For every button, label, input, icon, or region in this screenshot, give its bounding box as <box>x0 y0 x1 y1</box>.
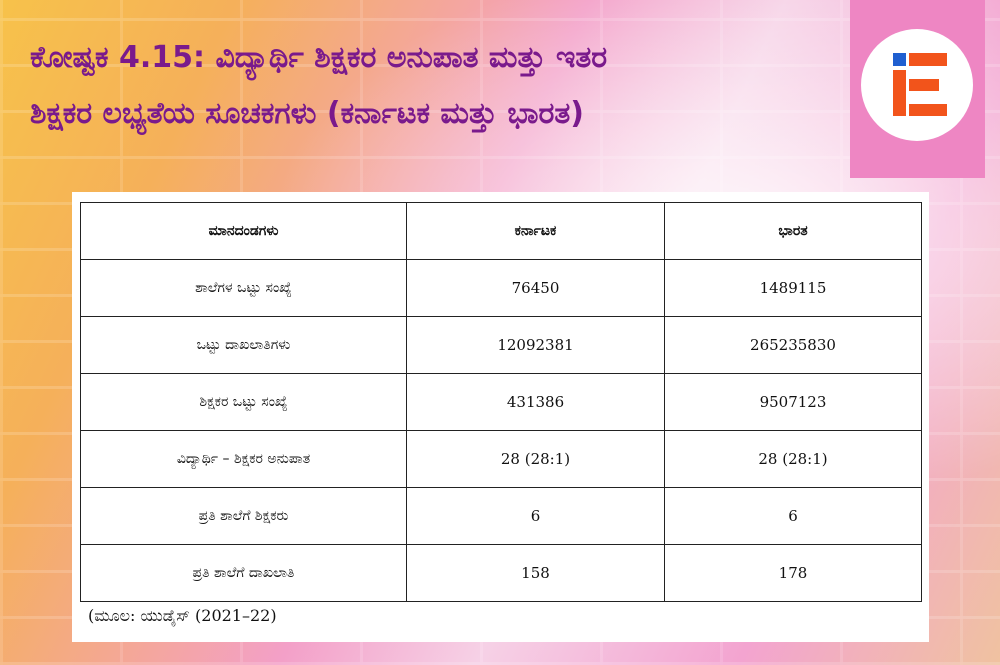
india-value: 178 <box>665 545 922 602</box>
logo-circle <box>861 29 973 141</box>
karnataka-value: 28 (28:1) <box>407 431 665 488</box>
table-row <box>81 431 922 488</box>
row-label: ವಿದ್ಯಾರ್ಥಿ – ಶಿಕ್ಷಕರ ಅನುಪಾತ <box>81 431 407 488</box>
india-value: 28 (28:1) <box>665 431 922 488</box>
karnataka-value: 12092381 <box>407 317 665 374</box>
source-note: (ಮೂಲ: ಯುಡೈಸ್ (2021–22) <box>88 606 277 625</box>
row-label: ಒಟ್ಟು ದಾಖಲಾತಿಗಳು <box>81 317 407 374</box>
header-india: ಭಾರತ <box>665 203 922 260</box>
row-label: ಶಿಕ್ಷಕರ ಒಟ್ಟು ಸಂಖ್ಯೆ <box>81 374 407 431</box>
table-row <box>81 488 922 545</box>
E-logo-icon <box>861 29 973 141</box>
row-label: ಪ್ರತಿ ಶಾಲೆಗೆ ದಾಖಲಾತಿ <box>81 545 407 602</box>
karnataka-value: 158 <box>407 545 665 602</box>
row-label: ಪ್ರತಿ ಶಾಲೆಗೆ ಶಿಕ್ಷಕರು <box>81 488 407 545</box>
karnataka-value: 76450 <box>407 260 665 317</box>
table-document <box>72 192 929 642</box>
row-label: ಶಾಲೆಗಳ ಒಟ್ಟು ಸಂಖ್ಯೆ <box>81 260 407 317</box>
page-title <box>30 30 830 142</box>
table-header-row <box>81 203 922 260</box>
table-row <box>81 260 922 317</box>
karnataka-value: 6 <box>407 488 665 545</box>
table-row <box>81 317 922 374</box>
indicator-table <box>80 202 922 602</box>
title-line-2: ಶಿಕ್ಷಕರ ಲಭ್ಯತೆಯ ಸೂಚಕಗಳು (ಕರ್ನಾಟಕ ಮತ್ತು ಭಾರತ) <box>30 96 584 131</box>
header-karnataka: ಕರ್ನಾಟಕ <box>407 203 665 260</box>
india-value: 6 <box>665 488 922 545</box>
india-value: 1489115 <box>665 260 922 317</box>
title-line-1: ಕೋಷ್ಟಕ 4.15: ವಿದ್ಯಾರ್ಥಿ ಶಿಕ್ಷಕರ ಅನುಪಾತ ಮತ್ತು ಇತರ <box>30 40 608 75</box>
table-row <box>81 545 922 602</box>
india-value: 9507123 <box>665 374 922 431</box>
table-row <box>81 374 922 431</box>
india-value: 265235830 <box>665 317 922 374</box>
logo-tile <box>850 0 985 178</box>
header-criteria: ಮಾನದಂಡಗಳು <box>81 203 407 260</box>
karnataka-value: 431386 <box>407 374 665 431</box>
